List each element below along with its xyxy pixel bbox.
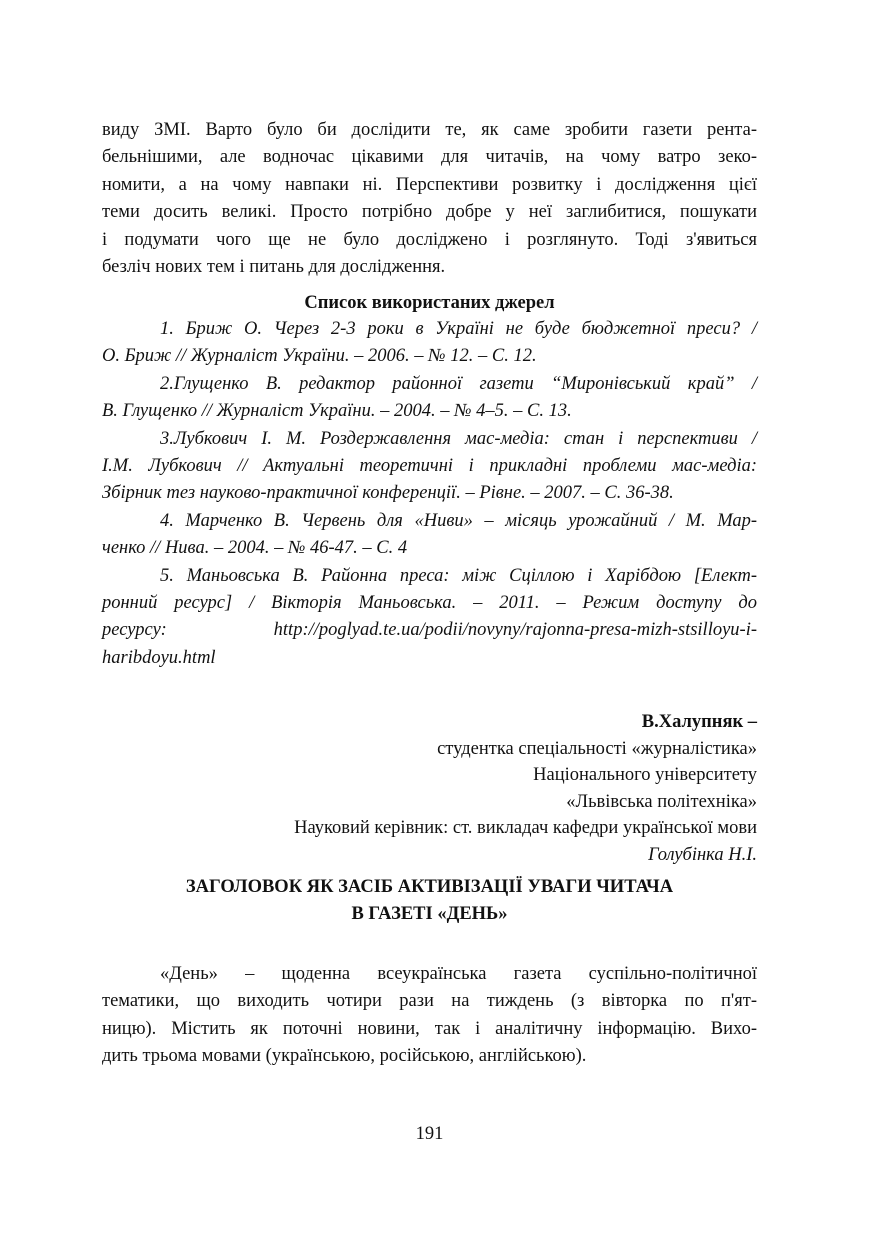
reference-item bbox=[102, 316, 757, 371]
text-line: безліч нових тем і питань для дослідження. bbox=[102, 257, 446, 278]
text-line: тематики, що виходить чотири рази на тиждень (з вівторка по п'ят- bbox=[102, 991, 757, 1012]
text-line: 5. Маньовська В. Районна преса: між Сціллою і Харібдою [Елект- bbox=[160, 565, 757, 586]
text-line: бельнішими, але водночас цікавими для читачів, на чому ватро зеко- bbox=[102, 147, 757, 168]
article-title bbox=[102, 874, 757, 928]
text-line: «День» – щоденна всеукраїнська газета суспільно-політичної bbox=[160, 964, 757, 984]
text-line: номити, а на чому навпаки ні. Перспективи розвитку і дослідження цієї bbox=[102, 174, 757, 195]
reference-item bbox=[102, 371, 757, 426]
supervisor-label: Науковий керівник: bbox=[294, 818, 449, 839]
text-line: 2.Глущенко В. редактор районної газети “Миронівський край” / bbox=[160, 373, 757, 394]
text-line: І.М. Лубкович // Актуальні теоретичні і прикладні проблеми мас-медіа: bbox=[102, 456, 757, 477]
supervisor-position: ст. викладач кафедри української мови bbox=[448, 818, 757, 839]
text-line: О. Бриж // Журналіст України. – 2006. – № 12. – С. 12. bbox=[102, 346, 537, 367]
title-line: ЗАГОЛОВОК ЯК ЗАСІБ АКТИВІЗАЦІЇ УВАГИ ЧИТАЧА bbox=[185, 877, 674, 897]
text-line: ронний ресурс] / Вікторія Маньовська. – 2011. – Режим доступу до bbox=[102, 593, 757, 614]
text-line: Збірник тез науково-практичної конференції. – Рівне. – 2007. – С. 36-38. bbox=[102, 483, 674, 504]
intro-paragraph bbox=[102, 117, 757, 281]
author-affiliation: студентка спеціальності «журналістика» bbox=[437, 738, 757, 759]
reference-link[interactable]: haribdoyu.html bbox=[102, 647, 216, 668]
text-line: 3.Лубкович І. М. Роздержавлення мас-медіа: стан і перспективи / bbox=[160, 428, 757, 449]
supervisor-line bbox=[102, 815, 757, 842]
reference-item bbox=[102, 426, 757, 508]
author-affiliation: «Львівська політехніка» bbox=[566, 791, 757, 812]
title-line: В ГАЗЕТІ «ДЕНЬ» bbox=[351, 904, 508, 924]
reference-item bbox=[102, 563, 757, 673]
author-name: В.Халупняк – bbox=[641, 712, 757, 732]
author-affiliation: Національного університету bbox=[533, 765, 757, 786]
text-line: дить трьома мовами (українською, російською, англійською). bbox=[102, 1046, 587, 1067]
reference-link[interactable]: ресурсу: http://poglyad.te.ua/podii/novyny/rajonna-presa-mizh-stsilloyu-i- bbox=[102, 620, 757, 641]
text-line: 4. Марченко В. Червень для «Ниви» – місяць урожайний / М. Мар- bbox=[160, 510, 757, 531]
references-list bbox=[102, 316, 757, 672]
author-block bbox=[102, 709, 757, 869]
text-line: ницю). Містить як поточні новини, так і аналітичну інформацію. Вихо- bbox=[102, 1018, 757, 1039]
text-line: виду ЗМІ. Варто було би дослідити те, як саме зробити газети рента- bbox=[102, 120, 757, 140]
page-number: 191 bbox=[415, 1124, 444, 1144]
supervisor-name: Голубінка Н.І. bbox=[648, 844, 757, 865]
text-line: 1. Бриж О. Через 2-3 роки в Україні не буде бюджетної преси? / bbox=[160, 319, 757, 339]
reference-item bbox=[102, 508, 757, 563]
body-paragraph bbox=[102, 961, 757, 1071]
references-heading: Список використаних джерел bbox=[304, 293, 555, 313]
text-line: і подумати чого ще не було досліджено і розглянуто. Тоді з'явиться bbox=[102, 229, 757, 250]
text-line: ченко // Нива. – 2004. – № 46-47. – С. 4 bbox=[102, 538, 408, 559]
text-line: теми досить великі. Просто потрібно добре у неї заглибитися, пошукати bbox=[102, 202, 757, 223]
text-line: В. Глущенко // Журналіст України. – 2004. – № 4–5. – С. 13. bbox=[102, 401, 572, 422]
